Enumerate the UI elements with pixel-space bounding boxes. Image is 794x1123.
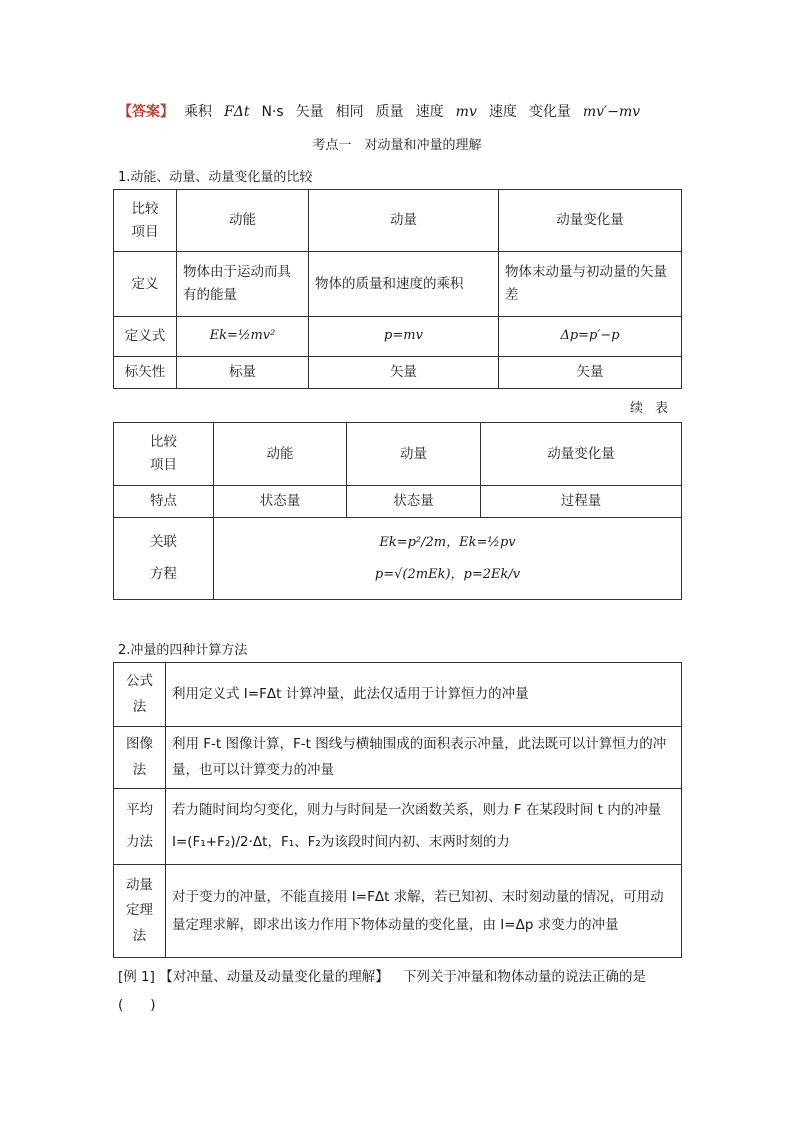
method-label: 动量 定理 法 (114, 865, 166, 958)
header-cell: 比较 项目 (114, 190, 177, 252)
formula-cell: p=mv (309, 317, 499, 357)
method-label: 平均 力法 (114, 789, 166, 865)
section-title: 考点一 对动量和冲量的理解 (312, 138, 482, 153)
header-cell: 动量变化量 (499, 190, 682, 252)
example-question (118, 963, 678, 1020)
impulse-methods-table (113, 662, 682, 958)
table-cell: 物体的质量和速度的乘积 (309, 252, 499, 317)
answer-tag: 【答案】 (118, 104, 174, 120)
row-label: 特点 (114, 486, 214, 518)
table-row (114, 727, 682, 789)
heading-comparison: 1.动能、动量、动量变化量的比较 (118, 170, 313, 185)
table-row (114, 252, 682, 317)
example-text: 下列关于冲量和物体动量的说法正确的是( ) (118, 969, 647, 1014)
table-row (114, 518, 682, 600)
header-cell: 动量变化量 (481, 423, 682, 486)
comparison-table (113, 189, 682, 389)
heading-impulse-methods: 2.冲量的四种计算方法 (118, 643, 248, 658)
answer-item: 矢量 (295, 104, 324, 120)
row-label: 定义式 (114, 317, 177, 357)
answer-item: 速度 (488, 104, 517, 120)
table-cell: 状态量 (214, 486, 347, 518)
table-cell: 状态量 (347, 486, 481, 518)
table-row (114, 357, 682, 389)
table-cell: 矢量 (499, 357, 682, 389)
continue-label: 续表 (630, 401, 681, 416)
table-header-row (114, 190, 682, 252)
answer-item: FΔt (224, 104, 250, 120)
row-label: 关联 方程 (114, 518, 214, 600)
row-label: 标矢性 (114, 357, 177, 389)
formula-cell: Ek=½mv² (177, 317, 309, 357)
answer-items (184, 104, 652, 120)
answer-item: 速度 (415, 104, 444, 120)
example-tag: [例 1] (118, 969, 155, 985)
header-cell: 动量 (309, 190, 499, 252)
relation-formula: Ek=p²/2m，Ek=½pv (379, 535, 516, 551)
answer-item: mv′−mv (582, 104, 641, 120)
table-cell: 标量 (177, 357, 309, 389)
method-desc: 对于变力的冲量，不能直接用 I=FΔt 求解，若已知初、末时刻动量的情况，可用动量定理求解，即求出该力作用下物体动量的变化量，由 I=Δp 求变力的冲量 (166, 865, 682, 958)
method-desc: 利用 F-t 图像计算，F-t 图线与横轴围成的面积表示冲量，此法既可以计算恒力的冲量，也可以计算变力的冲量 (166, 727, 682, 789)
table-row (114, 663, 682, 727)
answer-line (118, 101, 678, 121)
method-label: 公式 法 (114, 663, 166, 727)
header-cell: 动能 (214, 423, 347, 486)
table-header-row (114, 423, 682, 486)
table-row (114, 317, 682, 357)
answer-item: 相同 (335, 104, 364, 120)
header-cell: 比较 项目 (114, 423, 214, 486)
answer-item: N·s (261, 104, 284, 120)
answer-item: mv (455, 104, 477, 120)
method-label: 图像 法 (114, 727, 166, 789)
table-cell: 物体由于运动而具有的能量 (177, 252, 309, 317)
relation-formula-cell (214, 518, 682, 600)
answer-item: 变化量 (528, 104, 571, 120)
row-label: 定义 (114, 252, 177, 317)
answer-item: 质量 (375, 104, 404, 120)
method-desc: 若力随时间均匀变化，则力与时间是一次函数关系，则力 F 在某段时间 t 内的冲量 I=(F₁+F₂)/2·Δt，F₁、F₂为该段时间内初、末两时刻的力 (166, 789, 682, 865)
header-cell: 动能 (177, 190, 309, 252)
table-row (114, 865, 682, 958)
table-cell: 物体末动量与初动量的矢量差 (499, 252, 682, 317)
table-row (114, 486, 682, 518)
relation-formula: p=√(2mEk)，p=2Ek/v (374, 566, 521, 582)
table-row (114, 789, 682, 865)
table-cell: 过程量 (481, 486, 682, 518)
table-cell: 矢量 (309, 357, 499, 389)
answer-item: 乘积 (184, 104, 212, 120)
method-desc: 利用定义式 I=FΔt 计算冲量，此法仅适用于计算恒力的冲量 (166, 663, 682, 727)
example-topic: 【对冲量、动量及动量变化量的理解】 (159, 969, 389, 985)
formula-cell: Δp=p′−p (499, 317, 682, 357)
header-cell: 动量 (347, 423, 481, 486)
comparison-table-continued (113, 422, 682, 600)
